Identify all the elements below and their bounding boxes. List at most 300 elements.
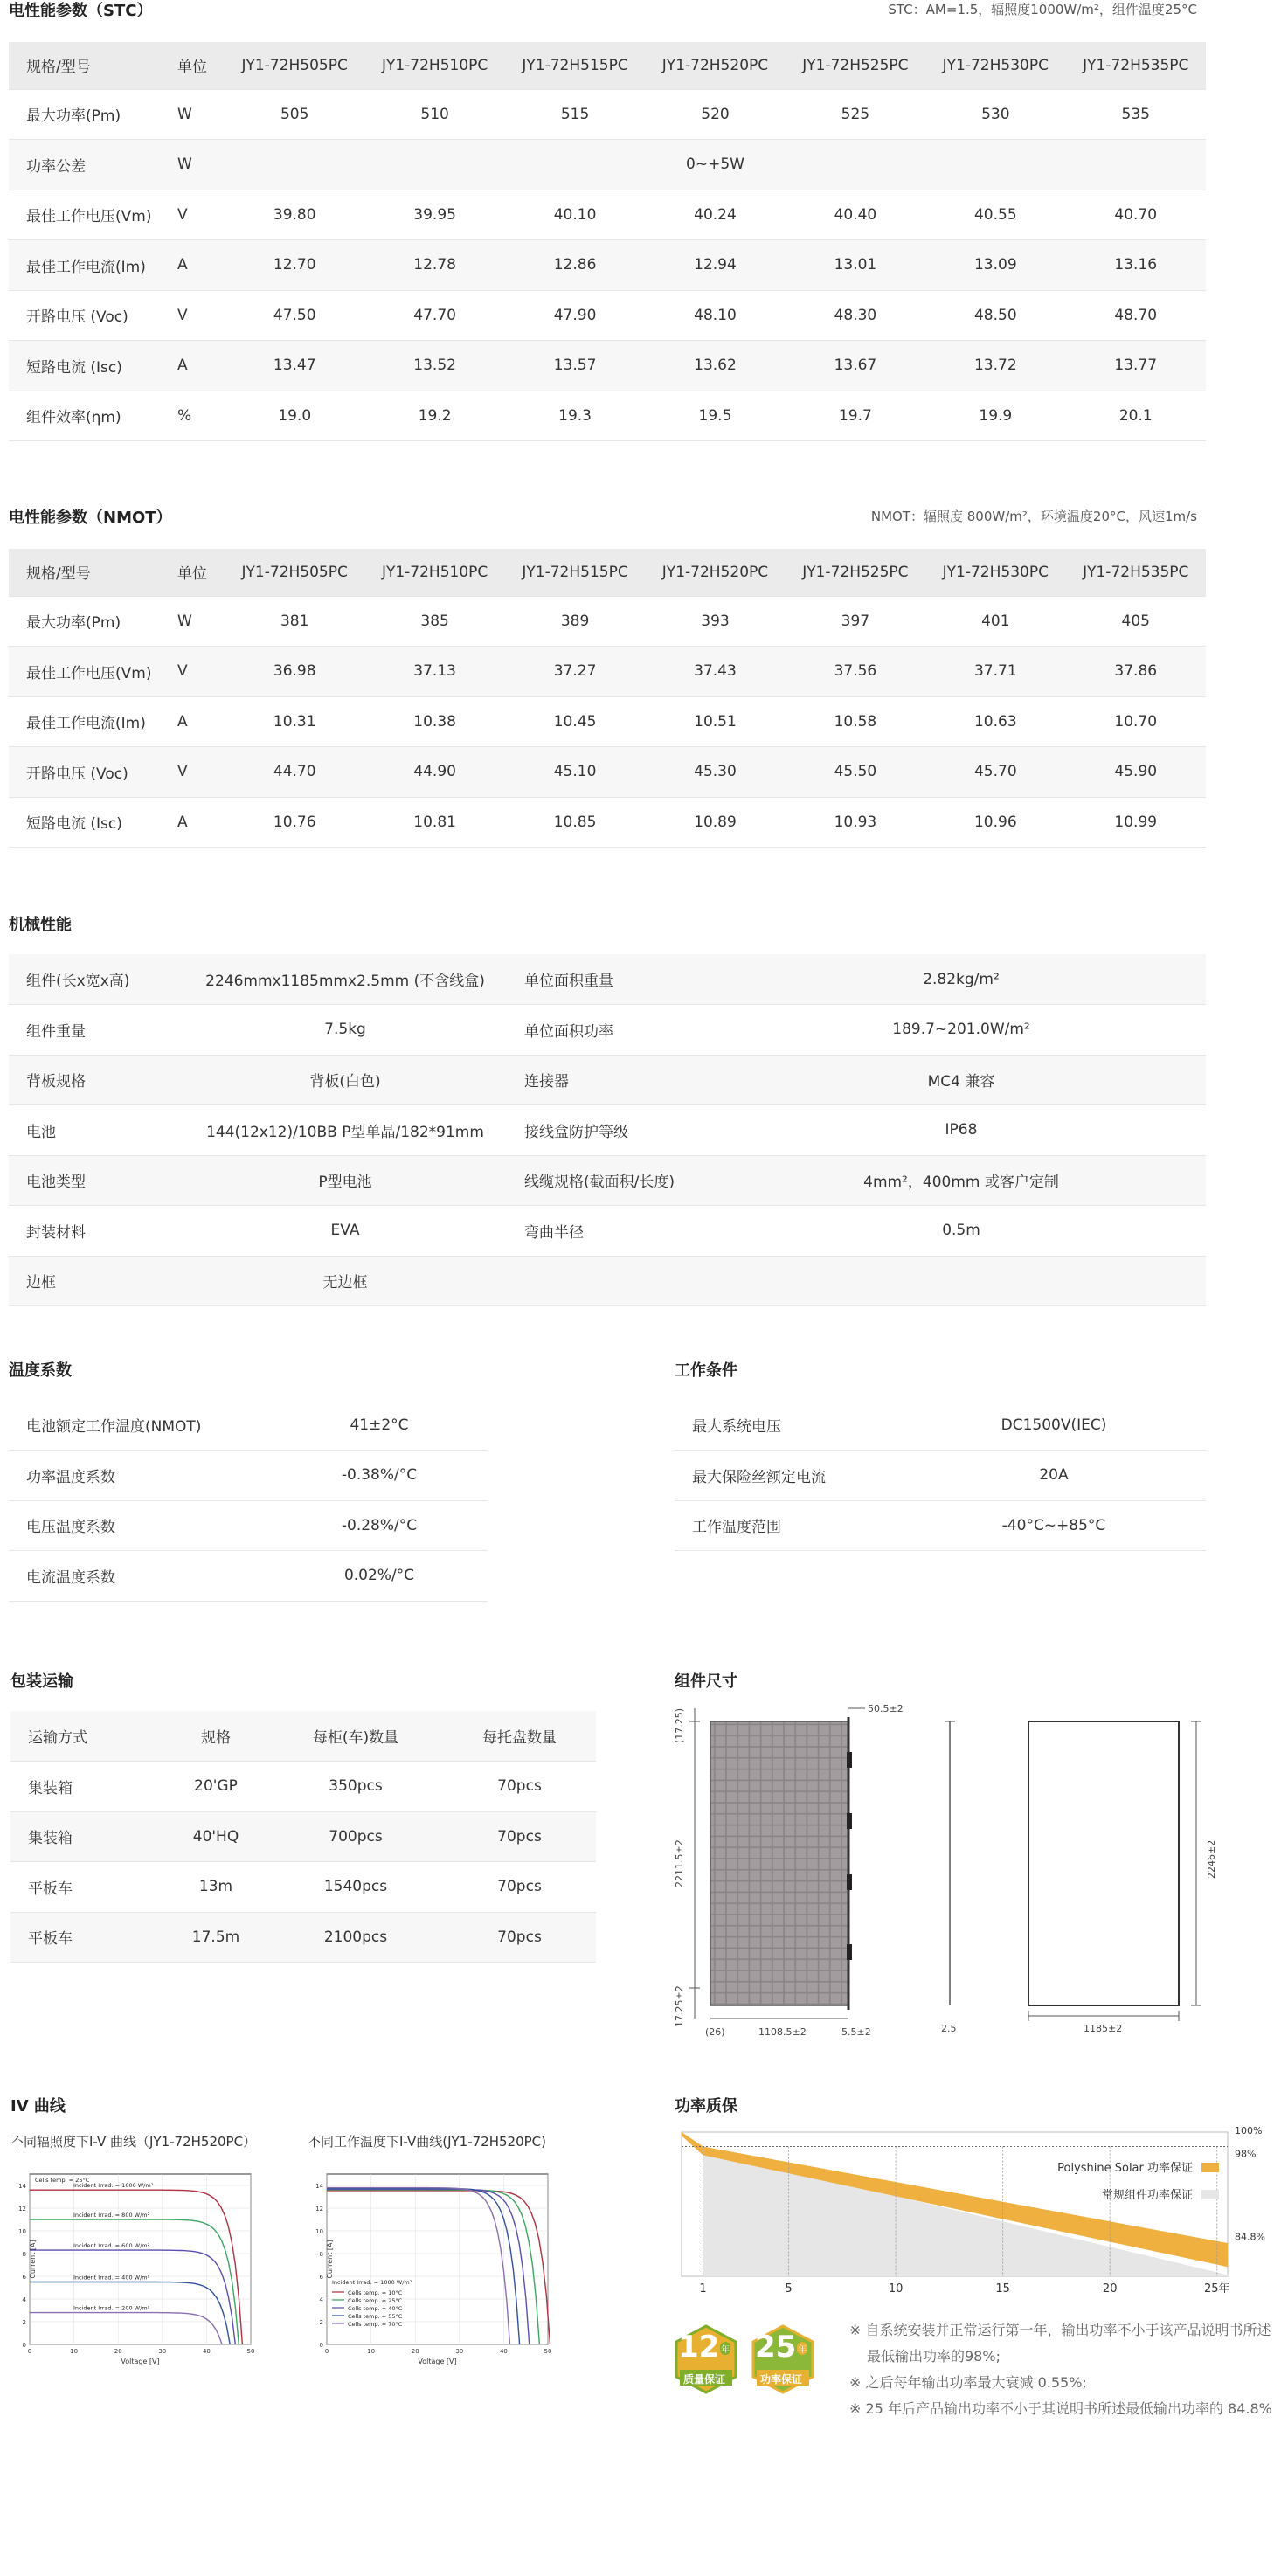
header-cell: JY1-72H525PC: [786, 42, 925, 89]
table-cell: 397: [786, 596, 925, 647]
dim-mid: 2211.5±2: [674, 1839, 685, 1887]
mech-title: 机械性能: [9, 916, 72, 934]
table-row: [9, 1206, 1206, 1257]
dim-bottom-mid: 1108.5±2: [758, 2026, 807, 2038]
table-cell: 515: [505, 89, 645, 140]
table-cell: 最佳工作电流(Im): [9, 240, 170, 291]
dim-top-gap: (17.25): [674, 1707, 685, 1743]
table-cell: 393: [645, 596, 785, 647]
table-cell: 19.2: [364, 391, 504, 441]
junction-box: [847, 1813, 852, 1829]
table-cell: 505: [225, 89, 364, 140]
work-title: 工作条件: [675, 1361, 737, 1380]
table-cell: 最佳工作电压(Vm): [9, 190, 170, 240]
header-cell: JY1-72H505PC: [225, 42, 364, 89]
x-tick-label: 5: [785, 2282, 793, 2296]
table-cell: 线缆规格(截面积/长度): [507, 1155, 717, 1206]
table-cell: 2100pcs: [268, 1912, 443, 1963]
table-cell: 电池额定工作温度(NMOT): [9, 1400, 271, 1451]
header-cell: 每托盘数量: [443, 1711, 596, 1762]
header-cell: JY1-72H525PC: [786, 549, 925, 596]
dim-bottom: 17.25±2: [674, 1985, 685, 2027]
table-cell: 47.90: [505, 290, 645, 341]
y-tick-label: 6: [22, 2274, 26, 2281]
table-row: [9, 1500, 488, 1551]
dims-title: 组件尺寸: [675, 1672, 737, 1691]
table-cell: DC1500V(IEC): [902, 1400, 1206, 1451]
table-row: [9, 1400, 488, 1451]
table-cell: 组件效率(ηm): [9, 391, 170, 441]
table-row: [9, 89, 1206, 140]
table-row: [9, 747, 1206, 798]
table-cell: 39.80: [225, 190, 364, 240]
table-cell: [507, 1256, 717, 1306]
table-cell: A: [170, 696, 225, 747]
table-cell: 19.5: [645, 391, 785, 441]
dim-bottom-right: 5.5±2: [841, 2026, 871, 2038]
table-cell: 70pcs: [443, 1912, 596, 1963]
table-cell: 37.71: [925, 647, 1065, 697]
x-tick-label: 20: [1102, 2282, 1118, 2296]
junction-box: [847, 1752, 852, 1768]
legend-swatch: [1201, 2163, 1219, 2172]
table-cell: 最大系统电压: [675, 1400, 902, 1451]
header-cell: JY1-72H515PC: [505, 549, 645, 596]
table-cell: 17.5m: [163, 1912, 268, 1963]
table-cell: V: [170, 747, 225, 798]
badge-12-number: 12: [678, 2330, 720, 2365]
legend-label: Cells temp. = 70°C: [348, 2321, 403, 2328]
table-cell: 381: [225, 596, 364, 647]
stc-title: 电性能参数（STC）: [9, 2, 153, 20]
legend-label: Cells temp. = 40°C: [348, 2305, 403, 2312]
table-cell: 47.50: [225, 290, 364, 341]
table-cell: 背板规格: [9, 1055, 183, 1105]
x-tick-label: 20: [411, 2348, 419, 2355]
table-cell: 13.57: [505, 341, 645, 391]
table-cell: 19.9: [925, 391, 1065, 441]
x-tick-label: 10: [888, 2282, 904, 2296]
y-tick-label: 10: [315, 2228, 323, 2235]
temp-title: 温度系数: [9, 1361, 72, 1380]
table-cell: 20A: [902, 1451, 1206, 1501]
table-row: [9, 1551, 488, 1602]
table-cell: 平板车: [10, 1912, 163, 1963]
table-cell: 弯曲半径: [507, 1206, 717, 1257]
iv-title: IV 曲线: [10, 2097, 66, 2116]
badge-25-number: 25: [755, 2330, 797, 2365]
table-cell: 0.5m: [717, 1206, 1206, 1257]
chart-caption: Cells temp. = 25°C: [35, 2177, 90, 2184]
nmot-title: 电性能参数（NMOT）: [9, 509, 172, 527]
legend-label: Cells temp. = 25°C: [348, 2297, 403, 2304]
table-row: [9, 140, 1206, 190]
table-cell: 40.55: [925, 190, 1065, 240]
y-tick-label: 14: [315, 2183, 323, 2190]
y-tick-label: 0: [22, 2342, 26, 2349]
header-cell: JY1-72H535PC: [1066, 549, 1206, 596]
x-tick-label: 40: [202, 2348, 211, 2355]
x-tick-label: 10: [70, 2348, 79, 2355]
table-cell: 45.90: [1066, 747, 1206, 798]
y-tick-label: 14: [18, 2183, 26, 2190]
chart-caption: Incident Irrad. = 1000 W/m²: [332, 2279, 412, 2286]
dim-thickness: 2.5: [941, 2023, 957, 2034]
y-label-end: 84.8%: [1235, 2231, 1265, 2243]
badge-12-unit: 年: [720, 2342, 730, 2355]
table-row: [675, 1500, 1206, 1551]
table-cell: 12.94: [645, 240, 785, 291]
table-row: [675, 1400, 1206, 1451]
series-label: Incident Irrad. = 600 W/m²: [73, 2242, 150, 2250]
table-cell: 40.24: [645, 190, 785, 240]
nmot-header-row: [9, 549, 1206, 596]
table-cell: 45.70: [925, 747, 1065, 798]
table-cell: W: [170, 89, 225, 140]
iv-chart-temperature: [308, 2165, 570, 2375]
table-row: [9, 1256, 1206, 1306]
table-cell: 13m: [163, 1862, 268, 1913]
table-cell: 功率公差: [9, 140, 170, 190]
table-cell: 13.77: [1066, 341, 1206, 391]
table-cell: 10.70: [1066, 696, 1206, 747]
table-row: [9, 240, 1206, 291]
y-tick-label: 8: [319, 2251, 323, 2258]
table-cell: 405: [1066, 596, 1206, 647]
header-cell: JY1-72H510PC: [364, 549, 504, 596]
table-cell: -0.38%/°C: [271, 1451, 488, 1501]
table-cell: 最大保险丝额定电流: [675, 1451, 902, 1501]
y-tick-label: 10: [18, 2228, 26, 2235]
table-row: [9, 797, 1206, 848]
legend-label: Polyshine Solar 功率保证: [1057, 2162, 1193, 2175]
header-cell: JY1-72H520PC: [645, 549, 785, 596]
table-cell: 10.58: [786, 696, 925, 747]
legend-label: Cells temp. = 10°C: [348, 2289, 403, 2296]
x-tick-label: 20: [114, 2348, 122, 2355]
table-cell: 40.40: [786, 190, 925, 240]
table-cell: 37.43: [645, 647, 785, 697]
table-cell: 700pcs: [268, 1811, 443, 1862]
pack-table: [10, 1711, 596, 1963]
pack-title: 包装运输: [10, 1672, 73, 1691]
x-tick-label: 50: [544, 2348, 552, 2355]
legend-label: 常规组件功率保证: [1101, 2189, 1193, 2202]
table-cell: 开路电压 (Voc): [9, 290, 170, 341]
table-cell: A: [170, 240, 225, 291]
header-cell: JY1-72H530PC: [925, 549, 1065, 596]
table-cell: 平板车: [10, 1862, 163, 1913]
module-front-view: [710, 1721, 848, 2005]
table-cell: 组件重量: [9, 1005, 183, 1056]
table-cell: 401: [925, 596, 1065, 647]
table-cell: 12.70: [225, 240, 364, 291]
header-cell: 运输方式: [10, 1711, 163, 1762]
table-cell: 70pcs: [443, 1811, 596, 1862]
x-tick-label: 40: [499, 2348, 508, 2355]
nmot-note: NMOT：辐照度 800W/m²，环境温度20°C，风速1m/s: [870, 509, 1197, 524]
table-cell: EVA: [183, 1206, 507, 1257]
table-cell: 19.7: [786, 391, 925, 441]
table-cell: 边框: [9, 1256, 183, 1306]
table-cell: 40.70: [1066, 190, 1206, 240]
dim-height: 2246±2: [1206, 1839, 1217, 1879]
table-cell: 19.0: [225, 391, 364, 441]
table-cell: 4mm²，400mm 或客户定制: [717, 1155, 1206, 1206]
warranty-title: 功率质保: [675, 2097, 737, 2116]
table-row: [9, 596, 1206, 647]
table-cell: 45.10: [505, 747, 645, 798]
table-row: [10, 1912, 596, 1963]
table-cell: 最大功率(Pm): [9, 596, 170, 647]
table-cell: IP68: [717, 1105, 1206, 1156]
x-tick-label: 30: [158, 2348, 167, 2355]
warranty-note: ※ 25 年后产品输出功率不小于其说明书所述最低输出功率的 84.8%: [849, 2400, 1272, 2417]
table-cell: 背板(白色): [183, 1055, 507, 1105]
work-table: [675, 1400, 1206, 1551]
table-cell: 20'GP: [163, 1762, 268, 1812]
table-cell: 集装箱: [10, 1811, 163, 1862]
table-row: [9, 341, 1206, 391]
table-cell: 2.82kg/m²: [717, 954, 1206, 1005]
iv-right-title: 不同工作温度下I-V曲线(JY1-72H520PC): [308, 2134, 546, 2150]
table-cell: W: [170, 140, 225, 190]
table-cell: 510: [364, 89, 504, 140]
module-back-view: [1028, 1721, 1179, 2005]
y-tick-label: 12: [315, 2206, 323, 2212]
header-cell: JY1-72H535PC: [1066, 42, 1206, 89]
series-label: Incident Irrad. = 800 W/m²: [73, 2212, 150, 2219]
header-cell: JY1-72H510PC: [364, 42, 504, 89]
table-cell: 37.27: [505, 647, 645, 697]
table-cell: %: [170, 391, 225, 441]
table-cell: V: [170, 290, 225, 341]
table-cell: 350pcs: [268, 1762, 443, 1812]
y-tick-label: 12: [18, 2206, 26, 2212]
table-cell: 48.30: [786, 290, 925, 341]
x-tick-label: 50: [246, 2348, 255, 2355]
y-tick-label: 2: [22, 2319, 26, 2326]
header-cell: JY1-72H530PC: [925, 42, 1065, 89]
y-axis-label: Current [A]: [29, 2240, 37, 2279]
header-cell: JY1-72H515PC: [505, 42, 645, 89]
badge-25-unit: 年: [797, 2342, 807, 2355]
warranty-note: ※ 之后每年输出功率最大衰减 0.55%;: [849, 2374, 1087, 2391]
table-cell: 525: [786, 89, 925, 140]
header-cell: JY1-72H505PC: [225, 549, 364, 596]
table-cell: 44.90: [364, 747, 504, 798]
module-dimension-drawing: [668, 1691, 1228, 2058]
table-cell: 189.7~201.0W/m²: [717, 1005, 1206, 1056]
table-cell: 集装箱: [10, 1762, 163, 1812]
table-cell: 20.1: [1066, 391, 1206, 441]
table-cell: 电池: [9, 1105, 183, 1156]
header-cell: 单位: [170, 549, 225, 596]
x-tick-label: 10: [367, 2348, 376, 2355]
warranty-note: 最低输出功率的98%;: [867, 2348, 1001, 2365]
table-cell: 70pcs: [443, 1862, 596, 1913]
table-cell: 389: [505, 596, 645, 647]
y-axis-label: Current [A]: [326, 2240, 334, 2279]
table-cell: P型电池: [183, 1155, 507, 1206]
series-label: Incident Irrad. = 1000 W/m²: [73, 2182, 154, 2190]
table-cell: 13.09: [925, 240, 1065, 291]
table-cell: 47.70: [364, 290, 504, 341]
table-cell: 组件(长x宽x高): [9, 954, 183, 1005]
table-cell: 13.52: [364, 341, 504, 391]
series-label: Incident Irrad. = 400 W/m²: [73, 2274, 150, 2282]
table-row: [675, 1451, 1206, 1501]
table-cell: 36.98: [225, 647, 364, 697]
x-tick-label: 1: [699, 2282, 707, 2296]
table-cell: MC4 兼容: [717, 1055, 1206, 1105]
table-cell: 工作温度范围: [675, 1500, 902, 1551]
x-tick-label: 30: [455, 2348, 464, 2355]
x-tick-label: 15: [995, 2282, 1010, 2296]
table-cell: 单位面积重量: [507, 954, 717, 1005]
table-cell: 10.89: [645, 797, 785, 848]
table-cell: 45.30: [645, 747, 785, 798]
dim-box: 50.5±2: [868, 1703, 904, 1714]
table-row: [9, 696, 1206, 747]
table-cell: 10.81: [364, 797, 504, 848]
table-row: [9, 190, 1206, 240]
table-cell: 10.85: [505, 797, 645, 848]
table-cell: 40'HQ: [163, 1811, 268, 1862]
table-cell: 535: [1066, 89, 1206, 140]
table-cell: 12.86: [505, 240, 645, 291]
table-cell: 7.5kg: [183, 1005, 507, 1056]
table-cell: 无边框: [183, 1256, 507, 1306]
table-cell: 48.70: [1066, 290, 1206, 341]
table-cell: 10.93: [786, 797, 925, 848]
x-tick-label: 0: [27, 2348, 32, 2355]
table-cell: 开路电压 (Voc): [9, 747, 170, 798]
table-cell: 2246mmx1185mmx2.5mm (不含线盒): [183, 954, 507, 1005]
x-axis-label: Voltage [V]: [418, 2358, 457, 2365]
table-cell: 10.38: [364, 696, 504, 747]
iv-chart-irradiance: [10, 2165, 273, 2375]
table-cell: 520: [645, 89, 785, 140]
badge-25-year: [748, 2324, 818, 2394]
table-cell: 短路电流 (Isc): [9, 341, 170, 391]
y-label-98: 98%: [1235, 2148, 1257, 2160]
table-cell: 接线盒防护等级: [507, 1105, 717, 1156]
table-cell: 13.47: [225, 341, 364, 391]
table-row: [10, 1862, 596, 1913]
table-cell: 10.96: [925, 797, 1065, 848]
table-cell: 70pcs: [443, 1762, 596, 1812]
y-tick-label: 4: [22, 2296, 26, 2303]
table-cell: W: [170, 596, 225, 647]
junction-box: [847, 1874, 852, 1890]
table-row: [9, 1005, 1206, 1056]
table-cell: 0~+5W: [225, 140, 1206, 190]
table-cell: 电流温度系数: [9, 1551, 271, 1602]
series-label: Incident Irrad. = 200 W/m²: [73, 2304, 150, 2312]
table-row: [9, 1055, 1206, 1105]
stc-note: STC：AM=1.5，辐照度1000W/m²，组件温度25°C: [888, 2, 1197, 17]
dim-width: 1185±2: [1084, 2023, 1123, 2034]
table-cell: 功率温度系数: [9, 1451, 271, 1501]
x-tick-label: 25年: [1203, 2282, 1230, 2296]
table-cell: 13.72: [925, 341, 1065, 391]
dim-bottom-left: (26): [705, 2026, 725, 2038]
table-row: [9, 647, 1206, 697]
mech-table: [9, 954, 1206, 1306]
badge-12-text: 质量保证: [683, 2373, 726, 2386]
table-cell: 电池类型: [9, 1155, 183, 1206]
table-row: [9, 954, 1206, 1005]
temp-table: [9, 1400, 488, 1602]
table-cell: A: [170, 341, 225, 391]
nmot-table: [9, 549, 1206, 848]
table-row: [10, 1762, 596, 1812]
table-cell: 连接器: [507, 1055, 717, 1105]
table-cell: V: [170, 647, 225, 697]
table-cell: 13.16: [1066, 240, 1206, 291]
y-tick-label: 6: [319, 2274, 323, 2281]
table-cell: 10.51: [645, 696, 785, 747]
x-axis-label: Voltage [V]: [121, 2358, 160, 2365]
table-cell: 40.10: [505, 190, 645, 240]
table-row: [10, 1811, 596, 1862]
table-cell: 37.86: [1066, 647, 1206, 697]
table-cell: 144(12x12)/10BB P型单晶/182*91mm: [183, 1105, 507, 1156]
table-cell: 10.31: [225, 696, 364, 747]
table-cell: 39.95: [364, 190, 504, 240]
table-row: [9, 1451, 488, 1501]
table-cell: 电压温度系数: [9, 1500, 271, 1551]
table-cell: -40°C~+85°C: [902, 1500, 1206, 1551]
table-cell: 13.62: [645, 341, 785, 391]
table-cell: [717, 1256, 1206, 1306]
table-cell: V: [170, 190, 225, 240]
table-cell: 10.76: [225, 797, 364, 848]
table-cell: 最佳工作电流(Im): [9, 696, 170, 747]
table-cell: 45.50: [786, 747, 925, 798]
header-cell: JY1-72H520PC: [645, 42, 785, 89]
y-tick-label: 4: [319, 2296, 323, 2303]
iv-left-title: 不同辐照度下I-V 曲线（JY1-72H520PC）: [10, 2134, 257, 2150]
table-row: [9, 1105, 1206, 1156]
table-cell: 37.13: [364, 647, 504, 697]
table-cell: 13.01: [786, 240, 925, 291]
table-cell: A: [170, 797, 225, 848]
table-cell: -0.28%/°C: [271, 1500, 488, 1551]
table-row: [9, 391, 1206, 441]
header-cell: 规格/型号: [9, 549, 170, 596]
table-cell: 530: [925, 89, 1065, 140]
table-cell: 短路电流 (Isc): [9, 797, 170, 848]
warranty-note: ※ 自系统安装并正常运行第一年，输出功率不小于该产品说明书所述: [849, 2322, 1271, 2338]
legend-label: Cells temp. = 55°C: [348, 2313, 403, 2320]
y-tick-label: 8: [22, 2251, 26, 2258]
table-cell: 48.50: [925, 290, 1065, 341]
y-tick-label: 2: [319, 2319, 323, 2326]
header-cell: 单位: [170, 42, 225, 89]
table-row: [9, 1155, 1206, 1206]
x-tick-label: 0: [324, 2348, 329, 2355]
table-cell: 1540pcs: [268, 1862, 443, 1913]
legend-swatch: [1201, 2190, 1219, 2199]
table-cell: 10.63: [925, 696, 1065, 747]
stc-table: [9, 42, 1206, 441]
table-cell: 单位面积功率: [507, 1005, 717, 1056]
table-cell: 37.56: [786, 647, 925, 697]
table-cell: 10.45: [505, 696, 645, 747]
table-cell: 12.78: [364, 240, 504, 291]
